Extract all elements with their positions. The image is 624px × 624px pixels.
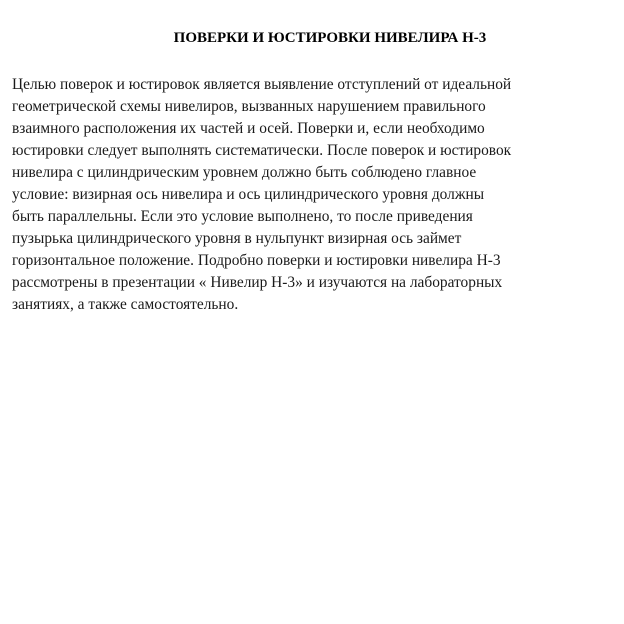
paragraph-line: рассмотрены в презентации « Нивелир Н-3» и изучаются на лабораторных [12, 274, 503, 291]
page-title: ПОВЕРКИ И ЮСТИРОВКИ НИВЕЛИРА Н-3 [173, 30, 487, 46]
body-paragraph [12, 74, 617, 316]
paragraph-line: геометрической схемы нивелиров, вызванных нарушением правильного [12, 98, 486, 115]
paragraph-line: юстировки следует выполнять систематически. После поверок и юстировок [12, 142, 512, 159]
paragraph-line: горизонтальное положение. Подробно поверки и юстировки нивелира Н-3 [12, 252, 501, 269]
paragraph-line: нивелира с цилиндрическим уровнем должно быть соблюдено главное [12, 164, 477, 181]
paragraph-line: Целью поверок и юстировок является выявление отступлений от идеальной [12, 76, 512, 93]
paragraph-line: быть параллельны. Если это условие выполнено, то после приведения [12, 208, 473, 225]
paragraph-line: взаимного расположения их частей и осей. Поверки и, если необходимо [12, 120, 485, 137]
paragraph-line: условие: визирная ось нивелира и ось цилиндрического уровня должны [12, 186, 485, 203]
paragraph-line: пузырька цилиндрического уровня в нульпункт визирная ось займет [12, 230, 462, 247]
paragraph-line: занятиях, а также самостоятельно. [12, 296, 239, 313]
